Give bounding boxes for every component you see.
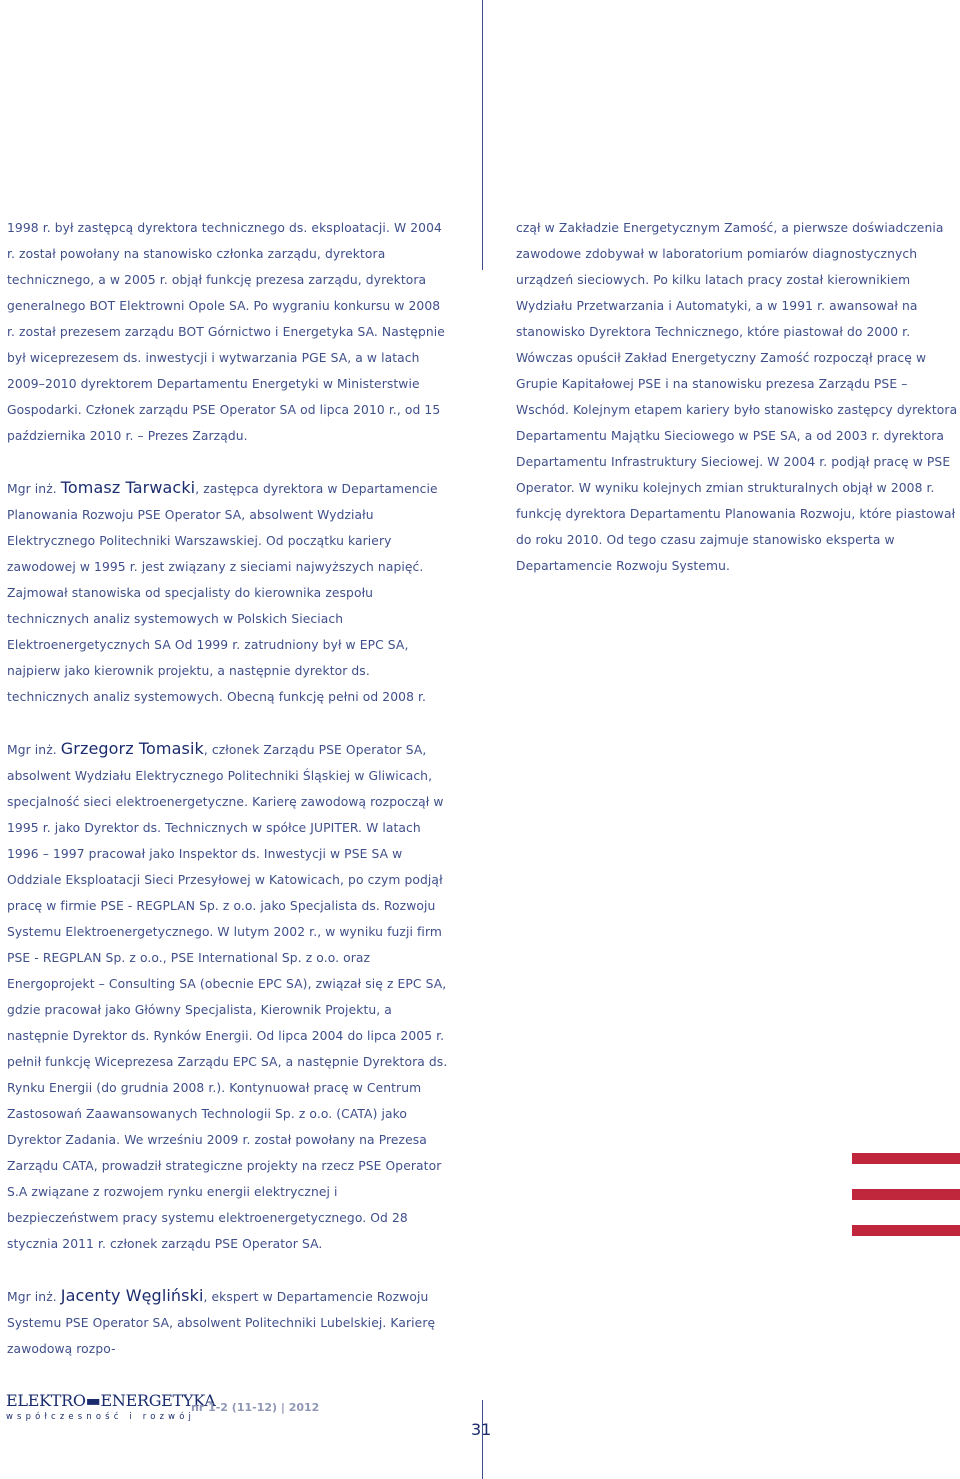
bio-prefix: Mgr inż. bbox=[7, 482, 61, 496]
bio-prefix: Mgr inż. bbox=[7, 743, 61, 757]
bio-prefix: Mgr inż. bbox=[7, 1290, 61, 1304]
bio-text: , zastępca dyrektora w Departamencie Planowania Rozwoju PSE Operator SA, absolwent Wydziału Elektrycznego Politechniki Warszawskiej. Od początku kariery zawodowej w 1995 r. jest związany z sieciami najwyższych napięć. Zajmował stanowiska od specjalisty do kierownika zespołu technicznych analiz systemowych w Polskich Sieciach Elektroenergetycznych SA Od 1999 r. zatrudniony był w EPC SA, najpierw jako kierownik projektu, a następnie dyrektor ds. technicznych analiz systemowych. Obecną funkcję pełni od 2008 r. bbox=[7, 482, 438, 704]
issue-number: nr 1-2 (11-12) | 2012 bbox=[191, 1401, 320, 1414]
bio-weglinski bbox=[7, 1283, 452, 1362]
logo-tagline: współczesność i rozwój bbox=[6, 1411, 196, 1421]
person-name: Tomasz Tarwacki bbox=[60, 478, 196, 497]
logo-wordmark: ELEKTRO▬ENERGETYKA bbox=[6, 1391, 216, 1410]
left-column bbox=[7, 215, 452, 1362]
bio-tomasik bbox=[7, 736, 452, 1257]
column-divider-bottom bbox=[482, 1400, 483, 1479]
red-accent-bar bbox=[852, 1153, 960, 1164]
person-name: Grzegorz Tomasik bbox=[60, 739, 204, 758]
red-accent-bar bbox=[852, 1189, 960, 1200]
bio-paragraph-1: 1998 r. był zastępcą dyrektora technicznego ds. eksploatacji. W 2004 r. został powołany na stanowisko członka zarządu, dyrektora technicznego, a w 2005 r. objął funkcję prezesa zarządu, dyrektora generalnego BOT Elektrowni Opole SA. Po wygraniu konkursu w 2008 r. został prezesem zarządu BOT Górnictwo i Energetyka SA. Następnie był wiceprezesem ds. inwestycji i wytwarzania PGE SA, a w latach 2009–2010 dyrektorem Departamentu Energetyki w Ministerstwie Gospodarki. Członek zarządu PSE Operator SA od lipca 2010 r., od 15 października 2010 r. – Prezes Zarządu. bbox=[7, 221, 445, 443]
bio-tarwacki bbox=[7, 475, 452, 710]
bio-weglinski-continued: czął w Zakładzie Energetycznym Zamość, a pierwsze doświadczenia zawodowe zdobywał w laboratorium pomiarów diagnostycznych urządzeń sieciowych. Po kilku latach pracy został kierownikiem Wydziału Przetwarzania i Automatyki, a w 1991 r. awansował na stanowisko Dyrektora Technicznego, które piastował do 2000 r. Wówczas opuścił Zakład Energetyczny Zamość rozpoczął pracę w Grupie Kapitałowej PSE i na stanowisku prezesa Zarządu PSE – Wschód. Kolejnym etapem kariery było stanowisko zastępcy dyrektora Departamentu Majątku Sieciowego w PSE SA, a od 2003 r. dyrektora Departamentu Infrastruktury Sieciowej. W 2004 r. podjął pracę w PSE Operator. W wyniku kolejnych zmian strukturalnych objął w 2008 r. funkcję dyrektora Departamentu Planowania Rozwoju, które piastował do roku 2010. Od tego czasu zajmuje stanowisko eksperta w Departamencie Rozwoju Systemu. bbox=[516, 221, 958, 573]
column-divider-top bbox=[482, 0, 483, 270]
bio-text: , ekspert w Departamencie Rozwoju Systemu PSE Operator SA, absolwent Politechniki Lubelskiej. Karierę zawodową rozpo- bbox=[7, 1290, 436, 1356]
right-column bbox=[516, 215, 958, 579]
person-name: Jacenty Węgliński bbox=[60, 1286, 204, 1305]
red-accent-bar bbox=[852, 1225, 960, 1236]
page-number: 31 bbox=[471, 1420, 492, 1439]
magazine-logo bbox=[6, 1392, 215, 1422]
bio-text: , członek Zarządu PSE Operator SA, absolwent Wydziału Elektrycznego Politechniki Śląskiej w Gliwicach, specjalność sieci elektroenergetyczne. Karierę zawodową rozpoczął w 1995 r. jako Dyrektor ds. Technicznych w spółce JUPITER. W latach 1996 – 1997 pracował jako Inspektor ds. Inwestycji w PSE SA w Oddziale Eksploatacji Sieci Przesyłowej w Katowicach, po czym podjął pracę w firmie PSE - REGPLAN Sp. z o.o. jako Specjalista ds. Rozwoju Systemu Elektroenergetycznego. W lutym 2002 r., w wyniku fuzji firm PSE - REGPLAN Sp. z o.o., PSE International Sp. z o.o. oraz Energoprojekt – Consulting SA (obecnie EPC SA), związał się z EPC SA, gdzie pracował jako Główny Specjalista, Kierownik Projektu, a następnie Dyrektor ds. Rynków Energii. Od lipca 2004 do lipca 2005 r. pełnił funkcję Wiceprezesa Zarządu EPC SA, a następnie Dyrektora ds. Rynku Energii (do grudnia 2008 r.). Kontynuował pracę w Centrum Zastosowań Zaawansowanych Technologii Sp. z o.o. (CATA) jako Dyrektor Zadania. We wrześniu 2009 r. został powołany na Prezesa Zarządu CATA, prowadził strategiczne projekty na rzecz PSE Operator S.A związane z rozwojem rynku energii elektrycznej i bezpieczeństwem pracy systemu elektroenergetycznego. Od 28 stycznia 2011 r. członek zarządu PSE Operator SA. bbox=[7, 743, 448, 1251]
